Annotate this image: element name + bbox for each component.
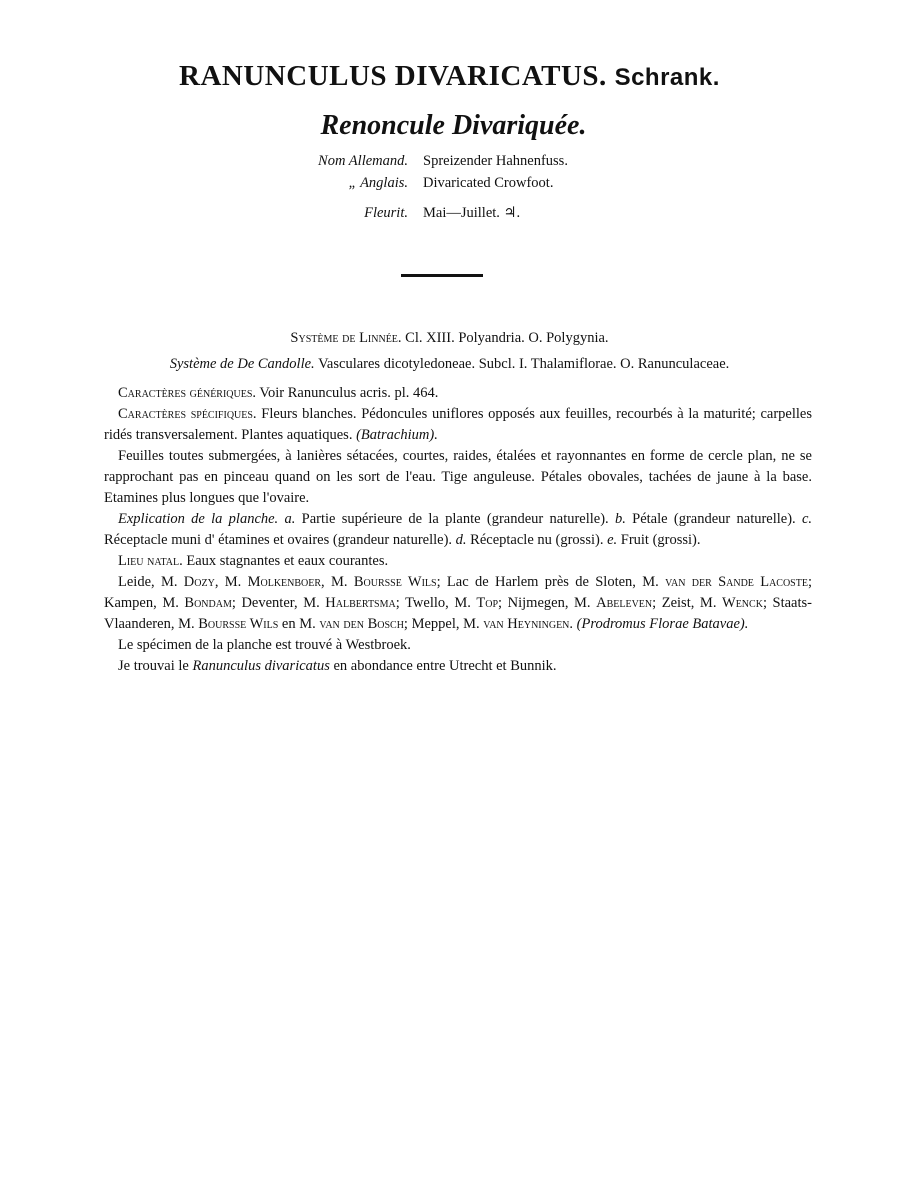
- section-text: Fleurs blanches. Pédoncules uniflores opposés aux feuilles, recourbés à la maturité; carpelles ridés transversalement. Plantes aquatiques.: [104, 406, 813, 443]
- locality-text: , M.: [321, 574, 354, 590]
- figure-text: Pétale (grandeur naturelle).: [632, 511, 796, 527]
- page-title: [0, 58, 899, 96]
- leaf-description: Feuilles toutes submergées, à lanières sétacées, courtes, raides, étalées et rayonnantes en forme de cercle plan, ne se rapprochant pas en pinceau quand on les sort de l'eau. Tige anguleuse. Pétales obovales, tachées de jaune à la base. Etamines plus longues que l'ovaire.: [104, 448, 812, 506]
- collector-name: Abeleven: [596, 595, 653, 611]
- name-label: Fleurit.: [364, 205, 408, 221]
- system-linne: [0, 330, 899, 347]
- section-genus: (Batrachium).: [356, 427, 438, 443]
- collector-name: Top: [476, 595, 499, 611]
- figure-text: Réceptacle nu (grossi).: [470, 532, 604, 548]
- system-label: Système de De Candolle.: [169, 356, 315, 372]
- locality-text: en M.: [278, 616, 320, 632]
- figure-text: Fruit (grossi).: [620, 532, 701, 548]
- system-candolle: [0, 356, 899, 373]
- generic-characters: [104, 383, 812, 404]
- localities-list: [104, 572, 812, 635]
- collector-name: Boursse Wils: [198, 616, 279, 632]
- note-species: Ranunculus divaricatus: [192, 658, 330, 674]
- figure-text: Réceptacle muni d' étamines et ovaires (grandeur naturelle).: [104, 532, 453, 548]
- reference: (Prodromus Florae Batavae).: [576, 616, 749, 632]
- locality-text: ; Staats-Vlaanderen, M.: [104, 595, 812, 632]
- french-name: Renoncule Divariquée.: [320, 110, 587, 141]
- system-text: Vasculares dicotyledoneae. Subcl. I. Thalamiflorae. O. Ranunculaceae.: [318, 356, 730, 372]
- system-text: Cl. XIII. Polyandria. O. Polygynia.: [405, 330, 609, 346]
- collector-name: Wenck: [722, 595, 763, 611]
- note-text: Je trouvai le: [118, 658, 193, 674]
- collector-name: Boursse Wils: [353, 574, 437, 590]
- specific-characters: [104, 404, 812, 446]
- figure-letter: b.: [614, 511, 626, 527]
- locality-text: ; Meppel, M.: [403, 616, 484, 632]
- locality-text: ; Kampen, M.: [104, 574, 812, 611]
- section-text: Voir Ranunculus acris. pl. 464.: [259, 385, 439, 401]
- section-label: Lieu natal.: [118, 553, 183, 569]
- name-value: Mai—Juillet. ♃.: [423, 205, 521, 221]
- divider-rule: [401, 274, 483, 277]
- native-locality: [104, 551, 812, 572]
- locality-text: ; Lac de Harlem près de Sloten, M.: [436, 574, 666, 590]
- locality-text: Leide, M.: [118, 574, 184, 590]
- locality-text: , M.: [214, 574, 248, 590]
- description-body: [104, 383, 812, 677]
- locality-text: ; Zeist, M.: [652, 595, 723, 611]
- figure-text: Partie supérieure de la plante (grandeur naturelle).: [301, 511, 609, 527]
- note-text: en abondance entre Utrecht et Bunnik.: [329, 658, 557, 674]
- specimen-note: Le spécimen de la planche est trouvé à Westbroek.: [118, 637, 411, 653]
- figure-letter: a.: [284, 511, 296, 527]
- collector-note: [104, 656, 812, 677]
- collector-name: Bondam: [184, 595, 232, 611]
- locality-text: ; Deventer, M.: [231, 595, 326, 611]
- locality-text: .: [569, 616, 577, 632]
- locality-text: ; Nijmegen, M.: [498, 595, 597, 611]
- section-text: Eaux stagnantes et eaux courantes.: [186, 553, 389, 569]
- collector-name: Molkenboer: [247, 574, 322, 590]
- name-label: „ Anglais.: [348, 175, 408, 191]
- name-value: Spreizender Hahnenfuss.: [423, 153, 568, 169]
- figure-letter: d.: [455, 532, 467, 548]
- plate-explanation: [104, 509, 812, 551]
- system-label: Système de Linnée.: [290, 330, 402, 346]
- section-label: Explication de la planche.: [118, 511, 279, 527]
- collector-name: van Heyningen: [483, 616, 570, 632]
- species-name: RANUNCULUS DIVARICATUS.: [179, 60, 607, 92]
- name-value: Divaricated Crowfoot.: [423, 175, 554, 191]
- collector-name: Halbertsma: [325, 595, 396, 611]
- section-label: Caractères spécifiques.: [118, 406, 257, 422]
- collector-name: van der Sande Lacoste: [665, 574, 808, 590]
- figure-letter: e.: [607, 532, 618, 548]
- name-label: Nom Allemand.: [318, 153, 408, 169]
- collector-name: Dozy: [183, 574, 215, 590]
- locality-text: ; Twello, M.: [395, 595, 477, 611]
- figure-letter: c.: [801, 511, 813, 527]
- collector-name: van den Bosch: [319, 616, 404, 632]
- species-author: Schrank.: [614, 64, 720, 91]
- section-label: Caractères génériques.: [118, 385, 257, 401]
